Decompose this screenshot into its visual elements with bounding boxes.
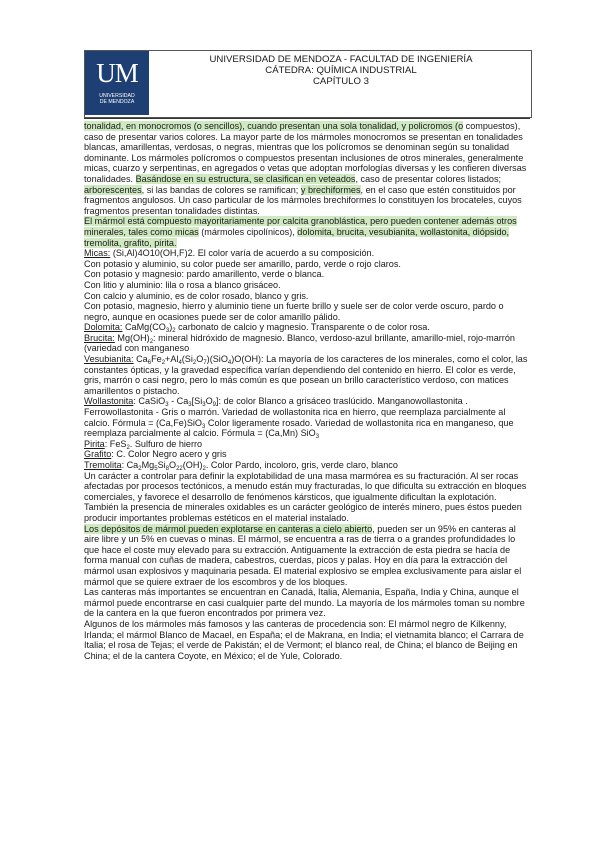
list-item: Con litio y aluminio: lila o rosa a blanco grisáceo.	[84, 279, 281, 290]
header-chapter: CAPÍTULO 3	[313, 76, 369, 87]
entry-pirita: Pirita: FeS$_2$. Sulfuro de hierro	[84, 438, 203, 451]
list-item: Con potasio y magnesio: pardo amarillento, verde o blanca.	[84, 269, 325, 280]
entry-wollastonita: Wollastonita: CaSiO$_3$ - $Ca_3[Si_3O_9]$: de color Blanco a grisáceo traslúcido. Manganowollastonita . Ferrowollastonita - Gris o marrón. Variedad de wollastonita rica en hierro, que reemplaza parcialmente al calcio. Fórmula = (Ca,Fe)SiO$_3$ Color ligeramente rosado. Variedad de wollastonita rica en manganeso, que reemplaza parcialmente al calcio. Fórmula = (Ca,Mn) SiO$_3$	[84, 396, 514, 441]
header-university: UNIVERSIDAD DE MENDOZA - FACULTAD DE INGENIERÍA	[209, 54, 473, 65]
logo-mark: UM	[96, 58, 138, 88]
paragraph-classification: tonalidad, en monocromos (o sencillos), cuando presentan una sola tonalidad, y policromos (o compuestos), caso de presentar varios colores. La mayor parte de los mármoles monocromos se presentan en tonalidades blancas, amarillentas, verdosas, o negras, mientras que los polícromos se denominan según su tonalidad dominante. Los mármoles polícromos o compuestos presentan inclusiones de otros minerales, generalmente micas, cuarzo y serpentinas, en agregados o vetas que adoptan morfologías diversas y les confieren diversas tonalidades. Basándose en su estructura, se clasifican en veteados, caso de presentar colores listados; arborescentes, si las bandas de colores se ramifican; y brechiformes, en el caso que estén constituidos por fragmentos angulosos. Un caso particular de los mármoles brechiformes lo constituyen los brocateles, cuyos fragmentos presentan tonalidades distintas.	[84, 121, 527, 216]
paragraph-fracturation: Un carácter a controlar para definir la explotabilidad de una masa marmórea es su fracturación. Al ser rocas afectadas por procesos tectónicos, a menudo están muy fracturadas, lo que dificulta su extracción en bloques comerciales, y favorece el desarrollo de fenómenos kársticos, que igualmente dificultan la explotación.	[84, 470, 527, 502]
entry-micas: Micas: (Si,Al)4O10(OH,F)2. El color varía de acuerdo a su composición.	[84, 248, 375, 259]
entry-grafito: Grafito: C. Color Negro acero y gris	[84, 449, 227, 460]
paragraph-composition: El mármol está compuesto mayoritariamente por calcita granoblástica, pero pueden contener además otros minerales, tales como micas (mármoles cipolínicos), dolomita, brucita, vesubianita, wollastonita, diópsido, tremolita, grafito, pirita.	[84, 216, 517, 248]
document-body	[84, 121, 530, 661]
header-course: CÁTEDRA: QUÍMICA INDUSTRIAL	[265, 65, 417, 76]
logo-subtitle: UNIVERSIDAD DE MENDOZA	[99, 93, 135, 105]
list-item: Con potasio, magnesio, hierro y aluminio tiene un fuerte brillo y suele ser de color verde oscuro, pardo o negro, aunque en ocasiones puede ser de color amarillo pálido.	[84, 301, 504, 322]
paragraph-oxidation: También la presencia de minerales oxidables es un carácter geológico de interés minero, pues éstos pueden producir importantes problemas estéticos en el material instalado.	[84, 502, 522, 523]
entry-dolomita: Dolomita: $CaMg(CO_3)_2$ carbonato de calcio y magnesio. Transparente o de color rosa.	[84, 322, 430, 335]
university-logo	[85, 51, 149, 115]
entry-vesubianita: Vesubianita: $Ca_6Fe_2+Al_4(Si_2O_7)(SiO_4)O(OH)$: La mayoría de los caracteres de los minerales, como el color, las constantes ópticas, y la gravedad específica varían dependiendo del contenido en hierro. El color es verde, gris, marrón o casi negro, pero lo más común es que posean un brillo característico verdoso, con matices amarillentos o pistacho.	[84, 354, 528, 396]
entry-tremolita: Tremolita: $Ca_2Mg_5Si_8O_{22}(OH)_2$. Color Pardo, incoloro, gris, verde claro, blanco	[84, 460, 398, 472]
list-item: Con potasio y aluminio, su color puede ser amarillo, pardo, verde o rojo claros.	[84, 258, 401, 269]
header-text	[151, 54, 531, 87]
paragraph-famous-marbles: Algunos de los mármoles más famosos y las canteras de procedencia son: El mármol negro de Kilkenny, Irlanda; el mármol Blanco de Macael, en España; el de Makrana, en India; el vietnamita blanco; el Carrara de Italia; el rosa de Tejas; el verde de Pakistán; el de Vermont; el blanco real, de China; el blanco de Beijing en China; el de la cantera Coyote, en México; el de Yule, Colorado.	[84, 618, 524, 661]
entry-brucita: Brucita: $Mg(OH)_2$: mineral hidróxido de magnesio. Blanco, verdoso-azul brillante, amarillo-miel, rojo-marrón (variedad con manganeso	[84, 332, 515, 354]
list-item: Con calcio y aluminio, es de color rosado, blanco y gris.	[84, 290, 309, 301]
paragraph-quarrying: Los depósitos de mármol pueden explotarse en canteras a cielo abierto, pueden ser un 95% en canteras al aire libre y un 5% en cuevas o minas. El mármol, se encuentra a ras de tierra o a grandes profundidades lo que hace el coste muy elevado para su extracción. Antiguamente la extracción de esta piedra se hacía de forma manual con cuñas de madera, cabestros, cuerdas, picos y palas. Hoy en día para la extracción del mármol usan explosivos y maquinaria pesada. El material explosivo se emplea exclusivamente para aislar el mármol que se quiere extraer de los escombros y de los bloques.	[84, 523, 522, 587]
header-divider	[84, 118, 530, 119]
page-header	[84, 50, 532, 118]
paragraph-quarries: Las canteras más importantes se encuentran en Canadá, Italia, Alemania, España, India y China, aunque el mármol puede encontrarse en casi cualquier parte del mundo. La mayoría de los mármoles toman su nombre de la cantera en la que fueron encontrados por primera vez.	[84, 587, 525, 619]
